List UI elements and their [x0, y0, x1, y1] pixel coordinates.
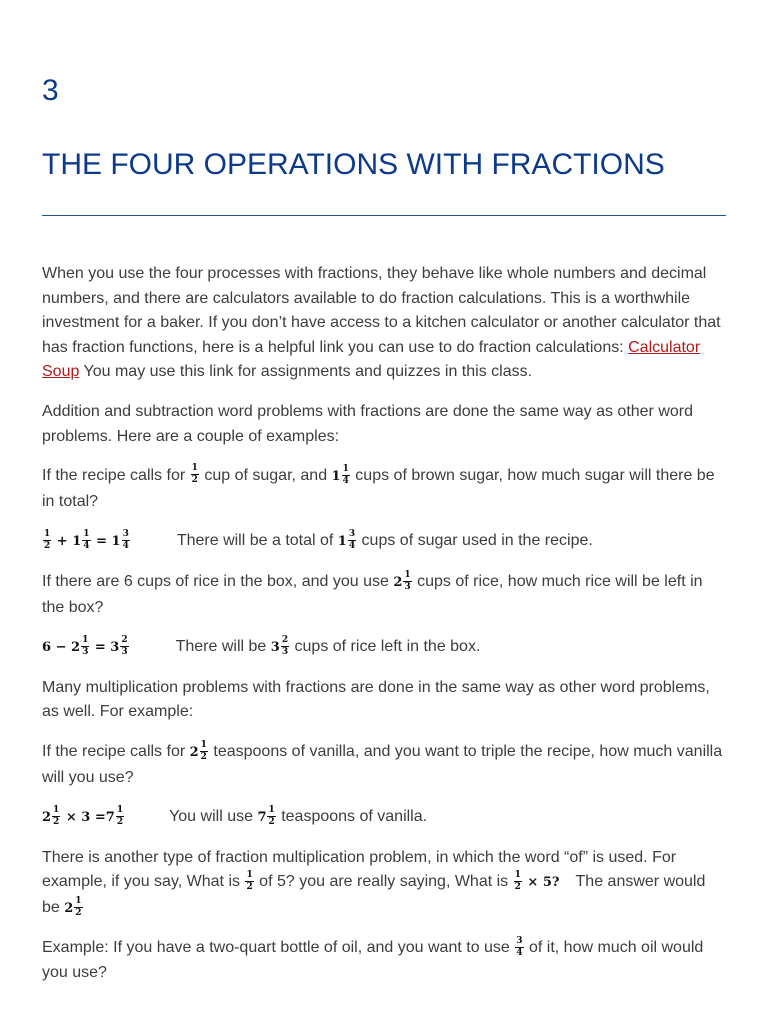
denominator: 2 [53, 817, 60, 828]
fraction [120, 636, 128, 657]
whole: 3 [110, 640, 120, 656]
denominator: 2 [44, 541, 51, 552]
equation-vanilla [42, 805, 125, 828]
denominator: 2 [246, 881, 253, 892]
numerator: 1 [342, 464, 349, 475]
whole: 6 [42, 640, 52, 656]
mixed-number [393, 569, 412, 592]
numerator: 1 [268, 805, 275, 816]
denominator: 4 [83, 541, 90, 552]
intro-text-end: You may use this link for assignments and quizzes in this class. [79, 363, 533, 381]
mixed-number [270, 635, 290, 658]
mixed-number [331, 464, 351, 487]
numerator: 1 [191, 463, 198, 474]
numerator: 1 [514, 870, 521, 881]
denominator: 3 [281, 647, 289, 658]
fraction-one-half [191, 464, 199, 485]
whole: 1 [111, 534, 121, 550]
mixed-number [337, 529, 357, 552]
denominator: 4 [342, 476, 349, 487]
numerator: 3 [348, 529, 356, 540]
fraction [403, 571, 411, 592]
intro-text: When you use the four processes with fractions, they behave like whole numbers and decimal numbers, and there are calculators available to do fraction calculations. This is a worthwhile investment for a baker. If you don’t have access to a kitchen calculator or another calculator that has fraction functions, here is a helpful link you can use to do fraction calculations: [42, 265, 721, 356]
whole: 2 [71, 640, 81, 656]
chapter-number: 3 [42, 74, 59, 107]
equation-sugar [42, 529, 131, 552]
mixed-number [189, 739, 209, 762]
fraction [116, 806, 124, 827]
fraction [245, 871, 253, 892]
fraction [281, 636, 289, 657]
whole: 3 [81, 810, 91, 826]
denominator: 3 [82, 647, 89, 658]
fraction [514, 871, 522, 892]
denominator: 3 [121, 647, 128, 658]
numerator: 1 [75, 895, 82, 906]
chapter-title: THE FOUR OPERATIONS WITH FRACTIONS [42, 148, 665, 181]
fraction [52, 806, 60, 827]
text: teaspoons of vanilla, and you want to triple the recipe, how much vanilla will you use? [42, 742, 723, 786]
denominator: 2 [191, 475, 198, 486]
denominator: 2 [268, 817, 275, 828]
text: cups of rice left in the box. [290, 638, 481, 656]
paragraph-rice-answer [42, 635, 726, 661]
text: cups of sugar used in the recipe. [357, 532, 593, 550]
denominator: 2 [200, 751, 207, 762]
paragraph-vanilla-question [42, 740, 726, 790]
whole: 1 [331, 469, 341, 485]
numerator: 1 [83, 529, 90, 540]
paragraph-of-multiplication [42, 846, 726, 922]
equals-sign: = [94, 810, 106, 826]
times-sign: × [65, 810, 77, 826]
mixed-number [64, 895, 83, 918]
text: of it, how much oil would you use? [42, 939, 704, 982]
paragraph-vanilla-answer [42, 805, 726, 831]
numerator: 2 [121, 635, 128, 646]
whole: 2 [42, 810, 52, 826]
numerator: 3 [516, 935, 523, 946]
denominator: 4 [348, 541, 356, 552]
text: The answer would be [42, 873, 706, 916]
fraction [348, 530, 356, 551]
denominator: 4 [122, 541, 129, 552]
fraction [43, 530, 51, 551]
expression [513, 870, 560, 893]
times-sign: × [527, 875, 539, 891]
whole: 7 [105, 810, 115, 826]
numerator: 1 [404, 569, 411, 580]
numerator: 1 [116, 805, 124, 816]
fraction-one-quarter [342, 465, 350, 486]
plus-sign: + [56, 534, 68, 550]
whole: 2 [64, 900, 74, 916]
text: cups of brown sugar, how much sugar will there be in total? [42, 467, 715, 510]
chapter-body [42, 262, 726, 1001]
numerator: 1 [200, 739, 207, 750]
fraction [200, 741, 208, 762]
equation-rice [42, 635, 130, 658]
whole: 7 [257, 810, 267, 826]
paragraph-oil-example [42, 936, 726, 985]
whole: 2 [393, 574, 403, 590]
denominator: 2 [75, 907, 82, 918]
numerator: 3 [122, 529, 129, 540]
numerator: 2 [281, 635, 289, 646]
paragraph-sugar-question [42, 464, 726, 514]
equals-sign: = [94, 640, 106, 656]
text: There will be [175, 638, 271, 656]
paragraph-add-sub: Addition and subtraction word problems with fractions are done the same way as other word problems. Here are a couple of examples: [42, 402, 694, 445]
denominator: 3 [404, 581, 411, 592]
value: 5? [542, 875, 560, 891]
whole: 1 [337, 534, 347, 550]
text: Example: If you have a two-quart bottle of oil, and you want to use [42, 939, 515, 957]
text: There will be a total of [176, 532, 338, 550]
paragraph-sugar-answer [42, 529, 726, 555]
calculator-soup-link[interactable]: Calculator Soup [42, 338, 701, 381]
fraction-three-quarters [515, 937, 523, 958]
paragraph-intro [42, 262, 726, 385]
whole: 1 [72, 534, 82, 550]
numerator: 1 [82, 635, 89, 646]
text: teaspoons of vanilla. [276, 808, 428, 826]
fraction [267, 806, 275, 827]
numerator: 1 [44, 529, 51, 540]
text: cup of sugar, and [199, 467, 332, 485]
text: If the recipe calls for [42, 742, 190, 760]
text: If the recipe calls for [42, 467, 190, 485]
paragraph-multiplication: Many multiplication problems with fractions are done in the same way as other word problems, as well. For example: [42, 678, 710, 721]
text: of 5? you are really saying, What is [254, 873, 513, 891]
numerator: 1 [246, 869, 253, 880]
equals-sign: = [96, 534, 107, 550]
paragraph-rice-question [42, 570, 726, 620]
whole: 3 [270, 640, 280, 656]
fraction [82, 530, 90, 551]
text: You will use [169, 808, 258, 826]
minus-sign: − [55, 640, 67, 656]
fraction [122, 530, 130, 551]
denominator: 2 [514, 882, 521, 893]
text: If there are 6 cups of rice in the box, and you use [42, 572, 394, 590]
fraction [74, 897, 82, 918]
fraction [81, 636, 89, 657]
whole: 2 [189, 744, 199, 760]
denominator: 4 [516, 947, 523, 958]
numerator: 1 [53, 805, 60, 816]
text: cups of rice, how much rice will be left in the box? [42, 572, 703, 616]
denominator: 2 [116, 817, 124, 828]
text: There is another type of fraction multiplication problem, in which the word “of” is used. For example, if you say, What is [42, 848, 677, 891]
mixed-number [257, 805, 276, 828]
title-divider [42, 215, 726, 216]
